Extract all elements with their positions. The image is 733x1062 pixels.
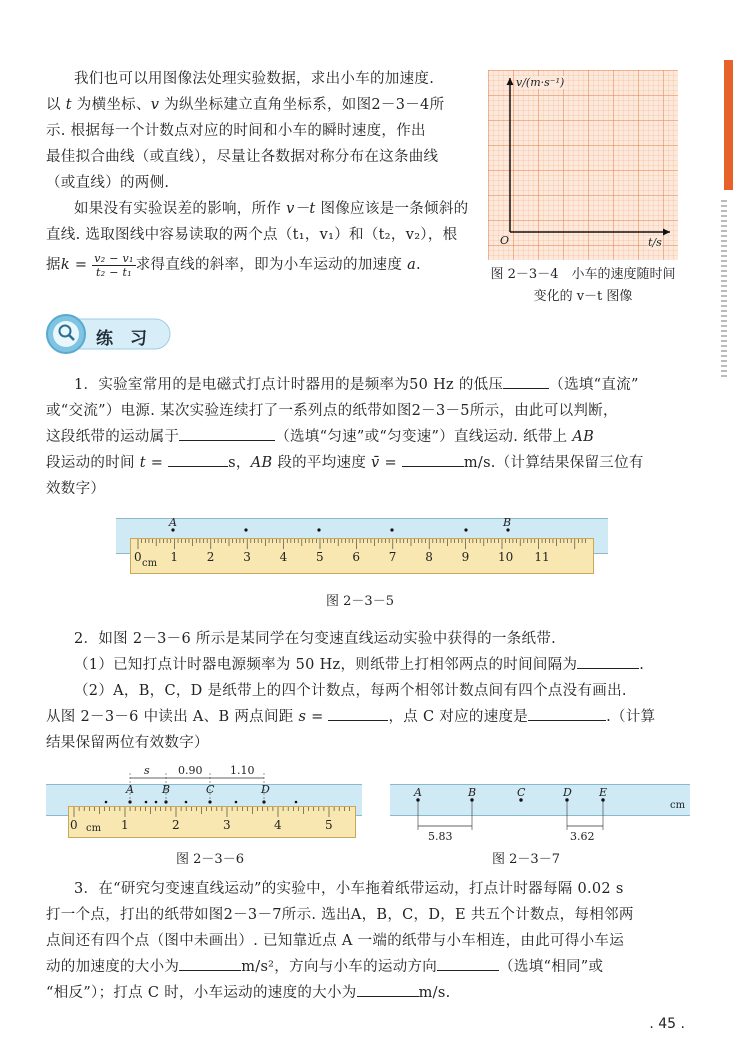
- q1-line-5: 效数字）: [46, 481, 106, 497]
- unit-label: cm: [86, 823, 102, 834]
- figure-2-3-7: [390, 778, 690, 848]
- unit-label: cm: [142, 558, 158, 569]
- figure-2-3-5-caption: 图 2－3－5: [326, 594, 394, 609]
- text: 段的平均速度: [272, 455, 372, 471]
- answer-blank-8[interactable]: [179, 954, 241, 971]
- fraction-denominator: t₂ − t₁: [95, 265, 132, 279]
- text: （选填“匀速”或“匀变速”）直线运动. 纸带上: [275, 429, 573, 445]
- tape-dot: [145, 801, 148, 804]
- var-ab: AB: [572, 429, 595, 445]
- intro-line-1: 我们也可以用图像法处理实验数据，求出小车的加速度.: [74, 71, 435, 87]
- tick-label: 2: [172, 818, 180, 832]
- answer-blank-4[interactable]: [402, 450, 464, 467]
- figure-2-3-6: [46, 762, 362, 840]
- q2-line-1: 2．如图 2－3－6 所示是某同学在匀变速直线运动实验中获得的一条纸带.: [74, 631, 557, 647]
- var-v: v: [150, 97, 160, 113]
- point-b-label: B: [503, 516, 512, 529]
- tape-dot: [244, 528, 247, 531]
- q3-line-5: [46, 980, 678, 1006]
- text: （选填“相同”或: [499, 959, 604, 975]
- page-number: . 45 .: [649, 1016, 685, 1032]
- point-b-label: B: [468, 786, 477, 799]
- q3-line-1: 3．在“研究匀变速直线运动”的实验中，小车拖着纸带运动，打点计时器每隔 0.02 s: [74, 881, 624, 897]
- tick-label: 1: [170, 550, 179, 564]
- tick-label: 4: [274, 818, 282, 832]
- point-a-label: A: [126, 783, 134, 796]
- var-s: s: [298, 709, 307, 725]
- fraction-numerator: v₂ − v₁: [94, 251, 134, 265]
- q1-line-1: [46, 372, 678, 398]
- tape-dot: [105, 801, 108, 804]
- question-3: [46, 876, 678, 1006]
- caption-line-1: 图 2－3－4 小车的速度随时间: [490, 267, 676, 282]
- tick-label: 2: [206, 550, 215, 564]
- point-d-label: D: [563, 786, 572, 799]
- side-color-strip: [724, 60, 733, 190]
- tick-label: 5: [316, 550, 324, 564]
- unit-label: cm: [670, 800, 686, 811]
- tape-dot: [155, 801, 158, 804]
- side-watermark-text: [721, 200, 727, 380]
- q1-line-3: [46, 424, 678, 450]
- text: 为纵坐标建立直角坐标系，如图2－3－4所: [159, 97, 445, 113]
- answer-blank-9[interactable]: [437, 954, 499, 971]
- ruler-ticks-svg: [116, 514, 608, 576]
- text: =: [145, 455, 169, 471]
- point-e-label: E: [599, 786, 608, 799]
- tick-label: 0: [134, 550, 142, 564]
- s-label: s: [144, 764, 150, 777]
- answer-blank-3[interactable]: [168, 450, 228, 467]
- text: 图像应该是一条倾斜的: [315, 201, 469, 217]
- text: 这段纸带的运动属于: [46, 429, 180, 445]
- banner-title: 练 习: [96, 329, 147, 349]
- q3-line-2: 打一个点，打出的纸带如图2－3－7所示. 选出A，B，C，D，E 共五个计数点，每相邻两: [46, 907, 634, 923]
- var-t: t: [65, 97, 72, 113]
- answer-blank-5[interactable]: [577, 652, 639, 669]
- slope-fraction: [92, 252, 136, 279]
- graph-paper-svg: [488, 70, 678, 260]
- text: 段运动的时间: [46, 455, 140, 471]
- y-axis-label: v/(m·s⁻¹): [516, 76, 565, 89]
- distance-label-2: 1.10: [230, 764, 255, 777]
- answer-blank-1[interactable]: [503, 372, 549, 389]
- text: 从图 2－3－6 中读出 A、B 两点间距: [46, 709, 299, 725]
- tick-label: 5: [325, 818, 333, 832]
- text: 求得直线的斜率，即为小车运动的加速度: [135, 257, 408, 273]
- text: 据: [46, 257, 61, 273]
- text: m/s.（计算结果保留三位有: [463, 455, 644, 471]
- tape-dot: [185, 801, 188, 804]
- var-a: a: [407, 257, 417, 273]
- text: 以: [46, 97, 66, 113]
- tick-label: 9: [461, 550, 470, 564]
- text: .（计算: [606, 709, 656, 725]
- caption-line-2: 变化的 v－t 图像: [533, 289, 633, 304]
- exercise-banner: [44, 313, 174, 359]
- tick-label: 6: [352, 550, 361, 564]
- var-vbar: v̄: [371, 455, 380, 471]
- answer-blank-10[interactable]: [357, 980, 419, 997]
- x-axis-label: t/s: [648, 236, 662, 249]
- text: 动的加速度的大小为: [46, 959, 180, 975]
- intro-paragraph-1: [46, 66, 486, 282]
- tick-label: 0: [70, 818, 78, 832]
- text: “相反”）；打点 C 时，小车运动的速度的大小为: [46, 985, 357, 1001]
- intro-line-6: [46, 196, 486, 222]
- q2-line-3: （2）A，B，C，D 是纸带上的四个计数点，每两个相邻计数点间有四个点没有画出.: [74, 683, 627, 699]
- figure-2-3-5: [116, 514, 608, 576]
- question-2: [46, 626, 678, 756]
- distance-label-1: 0.90: [178, 764, 203, 777]
- q3-line-3: 点间还有四个点（图中未画出）. 已知靠近点 A 一端的纸带与小车相连，由此可得小车运: [46, 933, 625, 949]
- var-t: t: [139, 455, 146, 471]
- text: m/s²，方向与小车的运动方向: [241, 959, 438, 975]
- point-a-label: A: [169, 516, 177, 529]
- intro-line-2: [46, 92, 486, 118]
- tape-dot: [390, 528, 393, 531]
- distance-ab-label: 5.83: [428, 830, 453, 843]
- origin-label: O: [500, 234, 510, 247]
- intro-line-3: 示. 根据每一个计数点对应的时间和小车的瞬时速度，作出: [46, 123, 426, 139]
- magnifier-icon: [57, 323, 77, 347]
- tape-dot: [464, 528, 467, 531]
- point-a-label: A: [414, 786, 422, 799]
- intro-line-7: 直线. 选取图线中容易读取的两个点（t₁，v₁）和（t₂，v₂），根: [46, 227, 458, 243]
- point-c-label: C: [517, 786, 526, 799]
- text: =: [69, 257, 93, 273]
- var-k: k: [60, 257, 70, 273]
- answer-blank-2[interactable]: [179, 424, 275, 441]
- point-d-label: D: [261, 783, 270, 796]
- text: m/s.: [418, 985, 451, 1001]
- text: 1．实验室常用的是电磁式打点计时器用的是频率为50 Hz 的低压: [74, 377, 504, 393]
- tick-label: 7: [388, 550, 397, 564]
- tick-label: 4: [279, 550, 288, 564]
- text: ，点 C 对应的速度是: [388, 709, 529, 725]
- q2-line-2: [46, 652, 678, 678]
- text: .: [639, 657, 645, 673]
- tape-dot: [235, 801, 238, 804]
- text: .: [416, 257, 421, 273]
- tick-label: 8: [425, 550, 433, 564]
- figure-2-3-7-caption: 图 2－3－7: [492, 852, 560, 867]
- intro-line-5: （或直线）的两侧.: [46, 175, 170, 191]
- point-b-label: B: [162, 783, 171, 796]
- tick-label: 11: [534, 550, 550, 564]
- tape-dot: [317, 528, 320, 531]
- tick-label: 1: [121, 818, 129, 832]
- tick-label: 3: [243, 550, 251, 564]
- text: =: [306, 709, 329, 725]
- point-c-label: C: [206, 783, 215, 796]
- question-1: [46, 372, 678, 502]
- tape-dot: [295, 801, 298, 804]
- figure-2-3-4-caption: [476, 264, 690, 308]
- var-vt: v－t: [286, 201, 316, 217]
- q1-line-2: 或“交流”）电源. 某次实验连续打了一系列点的纸带如图2－3－5所示，由此可以判断，: [46, 403, 618, 419]
- figure-2-3-4: [488, 70, 678, 260]
- intro-line-8: [46, 248, 486, 282]
- text: 如果没有实验误差的影响，所作: [74, 201, 287, 217]
- text: =: [379, 455, 402, 471]
- q2-line-5: 结果保留两位有效数字）: [46, 735, 209, 751]
- q3-line-4: [46, 954, 678, 980]
- answer-blank-6[interactable]: [328, 704, 388, 721]
- text: （选填“直流”: [549, 377, 639, 393]
- distance-de-label: 3.62: [570, 830, 595, 843]
- var-ab: AB: [250, 455, 273, 471]
- intro-line-4: 最佳拟合曲线（或直线），尽量让各数据对称分布在这条曲线: [46, 149, 439, 165]
- tick-label: 10: [498, 550, 514, 564]
- q1-line-4: [46, 450, 678, 476]
- text: 为横坐标、: [71, 97, 151, 113]
- text: s，: [228, 455, 251, 471]
- figure-2-3-6-caption: 图 2－3－6: [176, 852, 244, 867]
- answer-blank-7[interactable]: [528, 704, 606, 721]
- q2-line-4: [46, 704, 678, 730]
- text: （1）已知打点计时器电源频率为 50 Hz，则纸带上打相邻两点的时间间隔为: [74, 657, 578, 673]
- tick-label: 3: [223, 818, 231, 832]
